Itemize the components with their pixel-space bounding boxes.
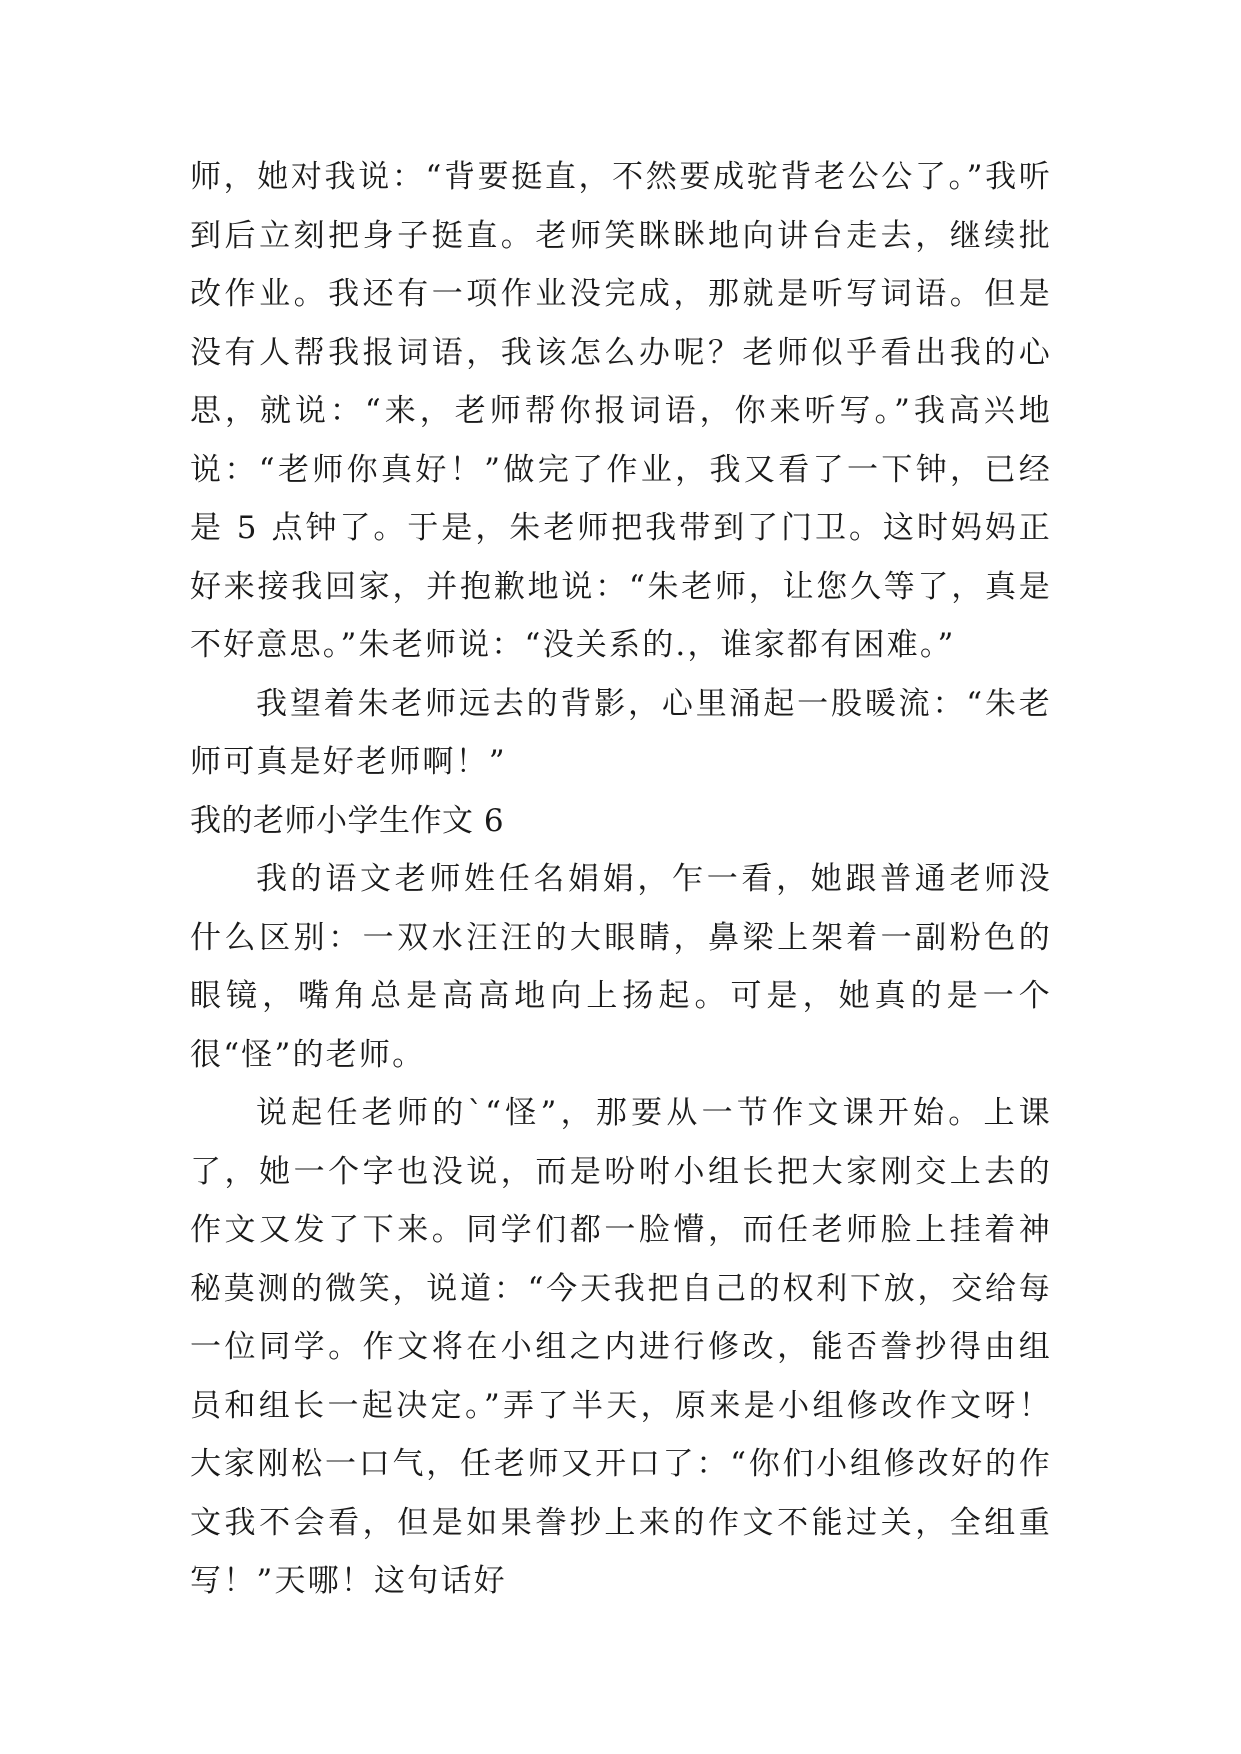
paragraph: 我的语文老师姓任名娟娟，乍一看，她跟普通老师没什么区别：一双水汪汪的大眼睛，鼻梁上架着一副粉色的眼镜，嘴角总是高高地向上扬起。可是，她真的是一个很“怪”的老师。 (190, 861, 1052, 1073)
paragraph: 说起任老师的`“怪”，那要从一节作文课开始。上课了，她一个字也没说，而是吩咐小组长把大家刚交上去的作文又发了下来。同学们都一脸懵，而任老师脸上挂着神秘莫测的微笑，说道：“今天我把自己的权利下放，交给每一位同学。作文将在小组之内进行修改，能否誊抄得由组员和组长一起决定。”弄了半天，原来是小组修改作文呀！大家刚松一口气，任老师又开口了：“你们小组修改好的作文我不会看，但是如果誊抄上来的作文不能过关，全组重写！”天哪！这句话好 (190, 1095, 1052, 1599)
section-heading: 我的老师小学生作文 6 (190, 802, 505, 839)
paragraph: 我望着朱老师远去的背影，心里涌起一股暖流：“朱老师可真是好老师啊！” (190, 685, 1052, 780)
paragraph-continuation: 师，她对我说：“背要挺直，不然要成驼背老公公了。”我听到后立刻把身子挺直。老师笑眯眯地向讲台走去，继续批改作业。我还有一项作业没完成，那就是听写词语。但是没有人帮我报词语，我该怎么办呢？老师似乎看出我的心思，就说：“来，老师帮你报词语，你来听写。”我高兴地说：“老师你真好！”做完了作业，我又看了一下钟，已经是 5 点钟了。于是，朱老师把我带到了门卫。这时妈妈正好来接我回家，并抱歉地说：“朱老师，让您久等了，真是不好意思。”朱老师说：“没关系的.，谁家都有困难。” (190, 159, 1052, 663)
document-body (190, 148, 1052, 1611)
